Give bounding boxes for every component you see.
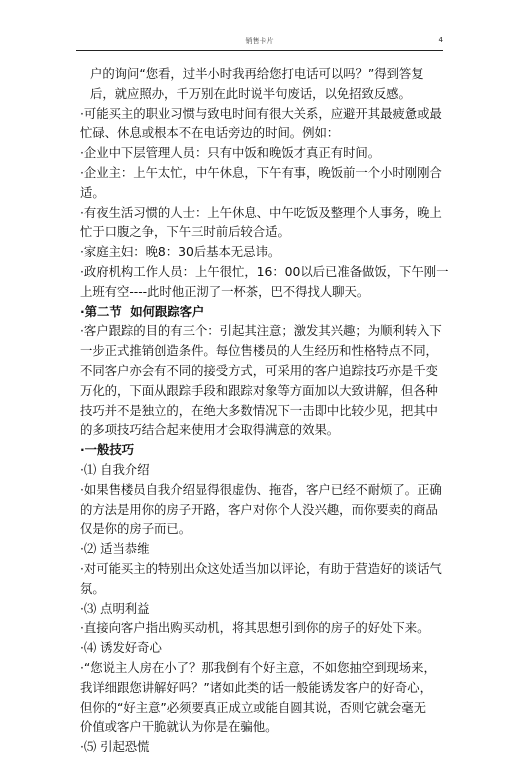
header-title: 销售卡片 bbox=[245, 37, 274, 45]
text-line: ·直接向客户指出购买动机，将其思想引到你的房子的好处下来。 bbox=[80, 620, 430, 636]
text-line: ·“您说主人房在小了？那我倒有个好主意，不如您抽空到现场来， bbox=[80, 659, 436, 675]
text-line: ·企业中下层管理人员：只有中饭和晚饭才真正有时间。 bbox=[80, 145, 381, 161]
section-heading: ·一般技巧 bbox=[80, 442, 135, 458]
text-line: 的方法是用你的房子开路，客户对你个人没兴趣，而你要卖的商品 bbox=[80, 501, 438, 517]
text-line: 适。 bbox=[80, 184, 105, 200]
text-line: ·客户跟踪的目的有三个：引起其注意；激发其兴趣；为顺利转入下 bbox=[80, 323, 442, 339]
text-line: 不同客户亦会有不同的接受方式，可采用的客户追踪技巧亦是千变 bbox=[80, 362, 438, 378]
text-line: 我详细跟您讲解好吗？”诸如此类的话一般能诱发客户的好奇心， bbox=[80, 679, 432, 695]
page-header bbox=[76, 36, 443, 51]
page-number: 4 bbox=[438, 36, 443, 44]
text-line: 上班有空----此时他正沏了一杯茶，巴不得找人聊天。 bbox=[80, 283, 370, 299]
text-line: ·企业主：上午太忙，中午休息，下午有事，晚饭前一个小时刚刚合 bbox=[80, 164, 442, 180]
text-line: ·可能买主的职业习惯与致电时间有很大关系，应避开其最疲惫或最 bbox=[80, 105, 442, 121]
text-line: 户的询问“您看，过半小时我再给您打电话可以吗？”得到答复 bbox=[90, 66, 424, 81]
text-line: 忙碌、休息或根本不在电话旁边的时间。例如： bbox=[80, 125, 340, 141]
text-line: ·对可能买主的特别出众这处适当加以评论，有助于营造好的谈话气 bbox=[80, 560, 442, 576]
text-line: 万化的，下面从跟踪手段和跟踪对象等方面加以大致讲解，但各种 bbox=[80, 382, 438, 398]
text-line: 一步正式推销创造条件。每位售楼员的人生经历和性格特点不同， bbox=[80, 343, 438, 359]
text-line: ·有夜生活习惯的人士：上午休息、中午吃饭及整理个人事务，晚上 bbox=[80, 204, 442, 220]
text-line: 后，就应照办，千万别在此时说半句废话，以免招致反感。 bbox=[90, 85, 411, 101]
text-line: ·如果售楼员自我介绍显得很虚伪、拖沓，客户已经不耐烦了。正确 bbox=[80, 481, 442, 497]
document-body bbox=[80, 64, 450, 757]
text-line: ·⑵ 适当恭维 bbox=[80, 541, 150, 557]
text-line: ·⑷ 诱发好奇心 bbox=[80, 640, 162, 656]
text-line: 但你的“好主意”必须要真正成立或能自圆其说，否则它就会毫无 bbox=[80, 699, 426, 715]
text-line: ·家庭主妇：晚8：30后基本无忌讳。 bbox=[80, 244, 281, 260]
text-line: ·⑶ 点明利益 bbox=[80, 600, 150, 616]
text-line: ·⑴ 自我介绍 bbox=[80, 461, 150, 477]
text-line: 价值或客户干脆就认为你是在骗他。 bbox=[80, 719, 278, 735]
text-line: 仅是你的房子而已。 bbox=[80, 521, 192, 537]
section-heading: ·第二节 如何跟踪客户 bbox=[80, 303, 205, 319]
text-line: ·⑸ 引起恐慌 bbox=[80, 739, 150, 755]
text-line: 氛。 bbox=[80, 580, 105, 596]
text-line: 的多项技巧结合起来使用才会取得满意的效果。 bbox=[80, 422, 340, 438]
text-line: ·政府机构工作人员：上午很忙，16：00以后已准备做饭，下午刚一 bbox=[80, 263, 449, 279]
text-line: 忙于口腹之争，下午三时前后较合适。 bbox=[80, 224, 290, 240]
text-line: 技巧并不是独立的，在绝大多数情况下一击即中比较少见，把其中 bbox=[80, 402, 438, 418]
